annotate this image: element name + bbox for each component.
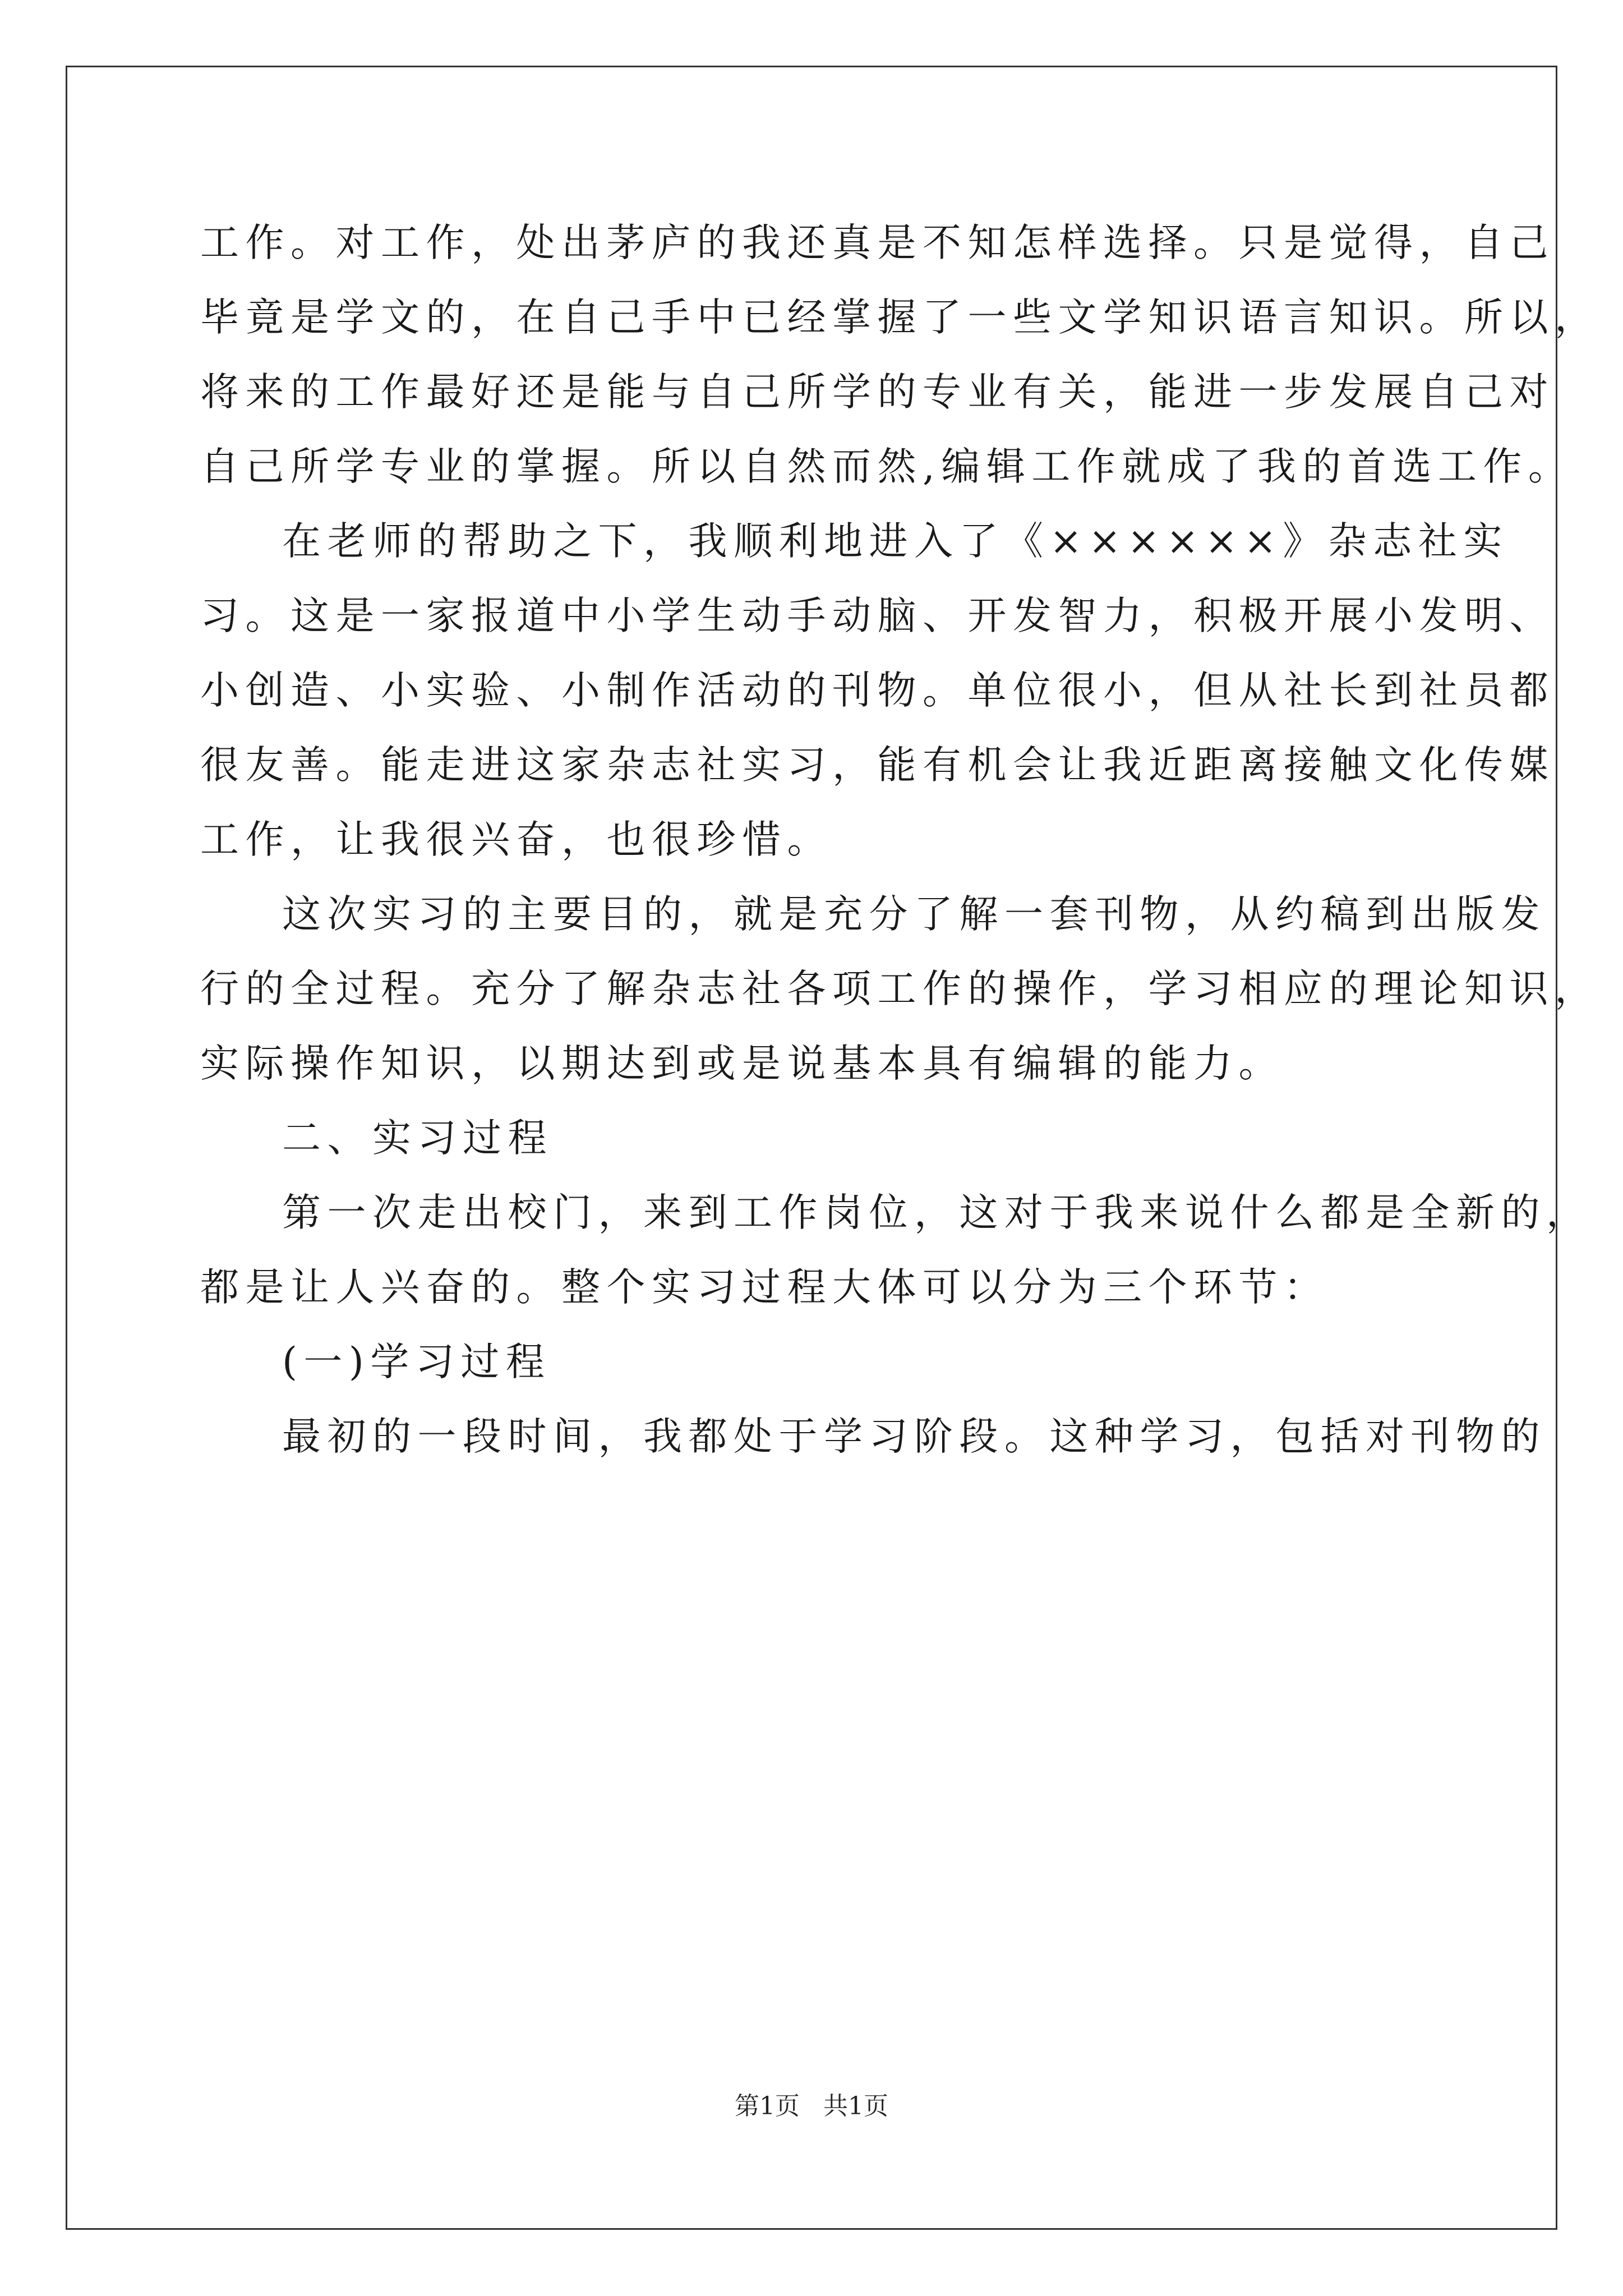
page-number-current: 第1页: [735, 2092, 800, 2120]
text-line: 这次实习的主要目的，就是充分了解一套刊物，从约稿到出版发: [282, 892, 1546, 937]
text-line: 很友善。能走进这家杂志社实习，能有机会让我近距离接触文化传媒: [200, 743, 1555, 788]
text-line: 毕竟是学文的，在自己手中已经掌握了一些文学知识语言知识。所以，: [200, 295, 1600, 340]
text-line: 实际操作知识，以期达到或是说基本具有编辑的能力。: [200, 1041, 1284, 1086]
text-line: 自己所学专业的掌握。所以自然而然,编辑工作就成了我的首选工作。: [200, 444, 1574, 489]
text-line: 小创造、小实验、小制作活动的刊物。单位很小，但从社长到社员都: [200, 668, 1555, 713]
section-heading: 二、实习过程: [282, 1116, 553, 1161]
text-line: 工作，让我很兴奋，也很珍惜。: [200, 817, 832, 862]
text-line: 将来的工作最好还是能与自己所学的专业有关，能进一步发展自己对: [200, 370, 1555, 415]
subsection-heading: (一)学习过程: [282, 1340, 551, 1384]
text-line: 在老师的帮助之下，我顺利地进入了《××××××》杂志社实: [282, 519, 1509, 564]
text-line: 第一次走出校门，来到工作岗位，这对于我来说什么都是全新的，: [282, 1190, 1592, 1235]
text-line: 习。这是一家报道中小学生动手动脑、开发智力，积极开展小发明、: [200, 593, 1555, 638]
page-footer: [0, 2090, 1623, 2123]
text-line: 都是让人兴奋的。整个实习过程大体可以分为三个环节：: [200, 1265, 1329, 1310]
text-line: 最初的一段时间，我都处于学习阶段。这种学习，包括对刊物的: [282, 1414, 1546, 1459]
text-line: 行的全过程。充分了解杂志社各项工作的操作，学习相应的理论知识，: [200, 967, 1600, 1011]
page-number-total: 共1页: [823, 2092, 888, 2120]
text-line: 工作。对工作，处出茅庐的我还真是不知怎样选择。只是觉得，自己: [200, 220, 1555, 265]
